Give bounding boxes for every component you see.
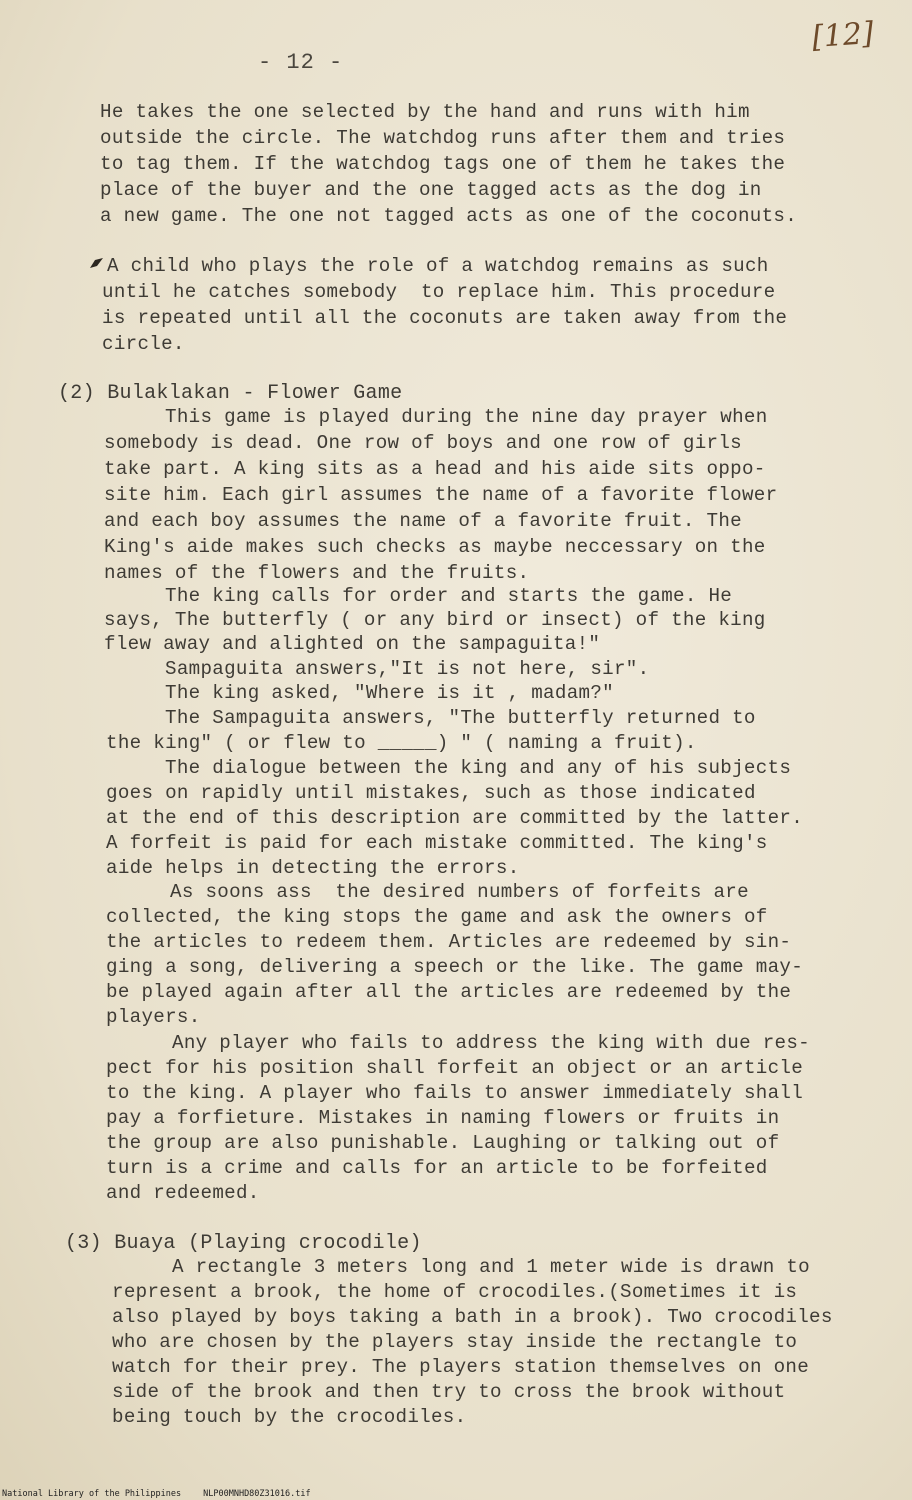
section-heading: (2) Bulaklakan - Flower Game	[58, 382, 403, 405]
text-line: the articles to redeem them. Articles are redeemed by sin-	[106, 931, 792, 953]
text-line: being touch by the crocodiles.	[112, 1406, 467, 1428]
text-line: King's aide makes such checks as maybe neccessary on the	[104, 536, 766, 558]
text-line: pect for his position shall forfeit an object or an article	[106, 1057, 804, 1079]
text-line: The Sampaguita answers, "The butterfly returned to	[165, 707, 756, 729]
text-line: site him. Each girl assumes the name of a favorite flower	[104, 484, 778, 506]
text-line: outside the circle. The watchdog runs after them and tries	[100, 127, 786, 149]
scan-footer	[2, 1489, 333, 1499]
text-line: and redeemed.	[106, 1182, 260, 1204]
section-heading: (3) Buaya (Playing crocodile)	[65, 1232, 422, 1255]
text-line: watch for their prey. The players station themselves on one	[112, 1356, 810, 1378]
text-line: place of the buyer and the one tagged acts as the dog in	[100, 179, 762, 201]
text-line: and each boy assumes the name of a favorite fruit. The	[104, 510, 742, 532]
text-line: side of the brook and then try to cross the brook without	[112, 1381, 786, 1403]
library-name: National Library of the Philippines	[2, 1489, 182, 1499]
text-line: be played again after all the articles are redeemed by the	[106, 981, 792, 1003]
text-line: says, The butterfly ( or any bird or insect) of the king	[104, 609, 766, 631]
text-line: Sampaguita answers,"It is not here, sir".	[165, 658, 650, 680]
text-line: somebody is dead. One row of boys and one row of girls	[104, 432, 742, 454]
text-line: pay a forfieture. Mistakes in naming flowers or fruits in	[106, 1107, 780, 1129]
text-line: also played by boys taking a bath in a brook). Two crocodiles	[112, 1306, 833, 1328]
text-line: to the king. A player who fails to answer immediately shall	[106, 1082, 804, 1104]
text-line: take part. A king sits as a head and his aide sits oppo-	[104, 458, 766, 480]
text-line: a new game. The one not tagged acts as one of the coconuts.	[100, 205, 798, 227]
text-line: goes on rapidly until mistakes, such as those indicated	[106, 782, 756, 804]
text-line: This game is played during the nine day prayer when	[165, 406, 768, 428]
text-line: aide helps in detecting the errors.	[106, 857, 520, 879]
pen-check-mark-icon	[88, 256, 106, 272]
text-line: at the end of this description are committed by the latter.	[106, 807, 804, 829]
text-line: represent a brook, the home of crocodiles.(Sometimes it is	[112, 1281, 798, 1303]
text-line: to tag them. If the watchdog tags one of them he takes the	[100, 153, 786, 175]
folio-mark: [12]	[810, 15, 875, 56]
text-line: who are chosen by the players stay inside the rectangle to	[112, 1331, 798, 1353]
text-line: The dialogue between the king and any of his subjects	[165, 757, 792, 779]
text-line: A forfeit is paid for each mistake committed. The king's	[106, 832, 768, 854]
text-line: The king calls for order and starts the game. He	[165, 585, 733, 607]
text-line: the king" ( or flew to _____) " ( naming a fruit).	[106, 732, 697, 754]
text-line: collected, the king stops the game and ask the owners of	[106, 906, 768, 928]
page-number: - 12 -	[258, 50, 344, 75]
text-line: turn is a crime and calls for an article to be forfeited	[106, 1157, 768, 1179]
text-line: players.	[106, 1006, 201, 1028]
text-line: until he catches somebody to replace him. This procedure	[102, 281, 776, 303]
text-line: The king asked, "Where is it , madam?"	[165, 682, 614, 704]
text-line: ging a song, delivering a speech or the like. The game may-	[106, 956, 804, 978]
text-line: A rectangle 3 meters long and 1 meter wide is drawn to	[172, 1256, 810, 1278]
text-line: He takes the one selected by the hand and runs with him	[100, 101, 750, 123]
text-line: A child who plays the role of a watchdog remains as such	[107, 255, 769, 277]
text-line: names of the flowers and the fruits.	[104, 562, 530, 584]
text-line: Any player who fails to address the king with due res-	[172, 1032, 810, 1054]
text-line: the group are also punishable. Laughing or talking out of	[106, 1132, 780, 1154]
text-line: As soons ass the desired numbers of forfeits are	[170, 881, 749, 903]
file-id: NLP00MNHD80Z31016.tif	[203, 1489, 311, 1499]
text-line: is repeated until all the coconuts are taken away from the	[102, 307, 788, 329]
text-line: flew away and alighted on the sampaguita!"	[104, 633, 601, 655]
text-line: circle.	[102, 333, 185, 355]
